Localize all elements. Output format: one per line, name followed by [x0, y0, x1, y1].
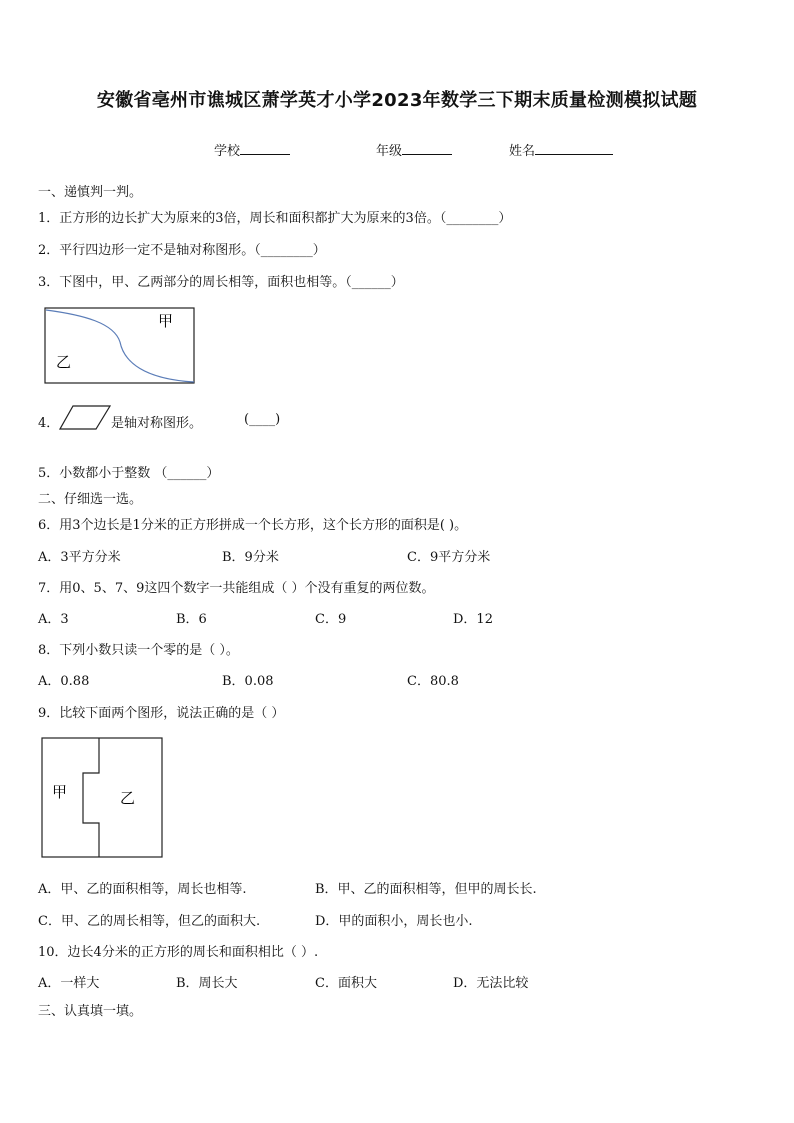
q6-option-b: B．9分米	[222, 550, 279, 565]
grade-label: 年级	[376, 144, 403, 159]
q9-label-jia: 甲	[52, 783, 68, 801]
q9-option-c: C．甲、乙的周长相等，但乙的面积大.	[38, 914, 261, 929]
q3-label-yi: 乙	[56, 353, 72, 371]
question-9: 9．比较下面两个图形，说法正确的是（ ）	[38, 706, 285, 721]
q9-figure	[41, 737, 163, 859]
question-4-blank: (____)	[244, 412, 281, 427]
grade-field	[376, 140, 452, 159]
q6-option-c: C．9平方分米	[407, 550, 491, 565]
question-10: 10．边长4分米的正方形的周长和面积相比（ ）.	[38, 945, 319, 960]
q8-option-b: B．0.08	[222, 674, 274, 689]
q7-option-d: D．12	[453, 612, 493, 627]
section-1-heading: 一、递慎判一判。	[38, 185, 143, 200]
name-blank	[535, 142, 613, 155]
q9-option-a: A．甲、乙的面积相等，周长也相等.	[38, 882, 247, 897]
q7-option-a: A．3	[38, 612, 69, 627]
parallelogram-icon	[59, 405, 111, 431]
name-label: 姓名	[509, 144, 536, 159]
q3-figure	[44, 307, 196, 385]
q8-option-c: C．80.8	[407, 674, 459, 689]
section-2-heading: 二、仔细选一选。	[38, 492, 143, 507]
question-4-text: 是轴对称图形。	[111, 416, 203, 431]
name-field	[509, 140, 613, 159]
q9-option-d: D．甲的面积小，周长也小.	[315, 914, 473, 929]
page-title: 安徽省亳州市谯城区萧学英才小学2023年数学三下期末质量检测模拟试题	[96, 90, 698, 111]
school-field	[214, 140, 290, 159]
question-6: 6．用3个边长是1分米的正方形拼成一个长方形，这个长方形的面积是( )。	[38, 518, 468, 533]
question-1: 1．正方形的边长扩大为原来的3倍，周长和面积都扩大为原来的3倍。（________）	[38, 211, 512, 226]
q9-label-yi: 乙	[120, 789, 136, 807]
school-blank	[240, 142, 290, 155]
q3-label-jia: 甲	[158, 312, 174, 330]
q9-divider	[83, 738, 99, 857]
q7-option-b: B．6	[176, 612, 207, 627]
q10-option-b: B．周长大	[176, 976, 238, 991]
q8-option-a: A．0.88	[38, 674, 90, 689]
q10-option-a: A．一样大	[38, 976, 100, 991]
q10-option-c: C．面积大	[315, 976, 377, 991]
question-4-number: 4．	[38, 416, 60, 431]
q6-option-a: A．3平方分米	[38, 550, 121, 565]
question-5: 5．小数都小于整数 （______）	[38, 466, 220, 481]
question-3: 3．下图中，甲、乙两部分的周长相等，面积也相等。（______）	[38, 275, 404, 290]
q10-option-d: D．无法比较	[453, 976, 529, 991]
section-3-heading: 三、认真填一填。	[38, 1004, 143, 1019]
q7-option-c: C．9	[315, 612, 347, 627]
q9-option-b: B．甲、乙的面积相等，但甲的周长长.	[315, 882, 537, 897]
question-7: 7．用0、5、7、9这四个数字一共能组成（ ）个没有重复的两位数。	[38, 581, 435, 596]
question-8: 8．下列小数只读一个零的是（ ）。	[38, 643, 239, 658]
grade-blank	[402, 142, 452, 155]
question-2: 2．平行四边形一定不是轴对称图形。（________）	[38, 243, 326, 258]
school-label: 学校	[214, 144, 241, 159]
